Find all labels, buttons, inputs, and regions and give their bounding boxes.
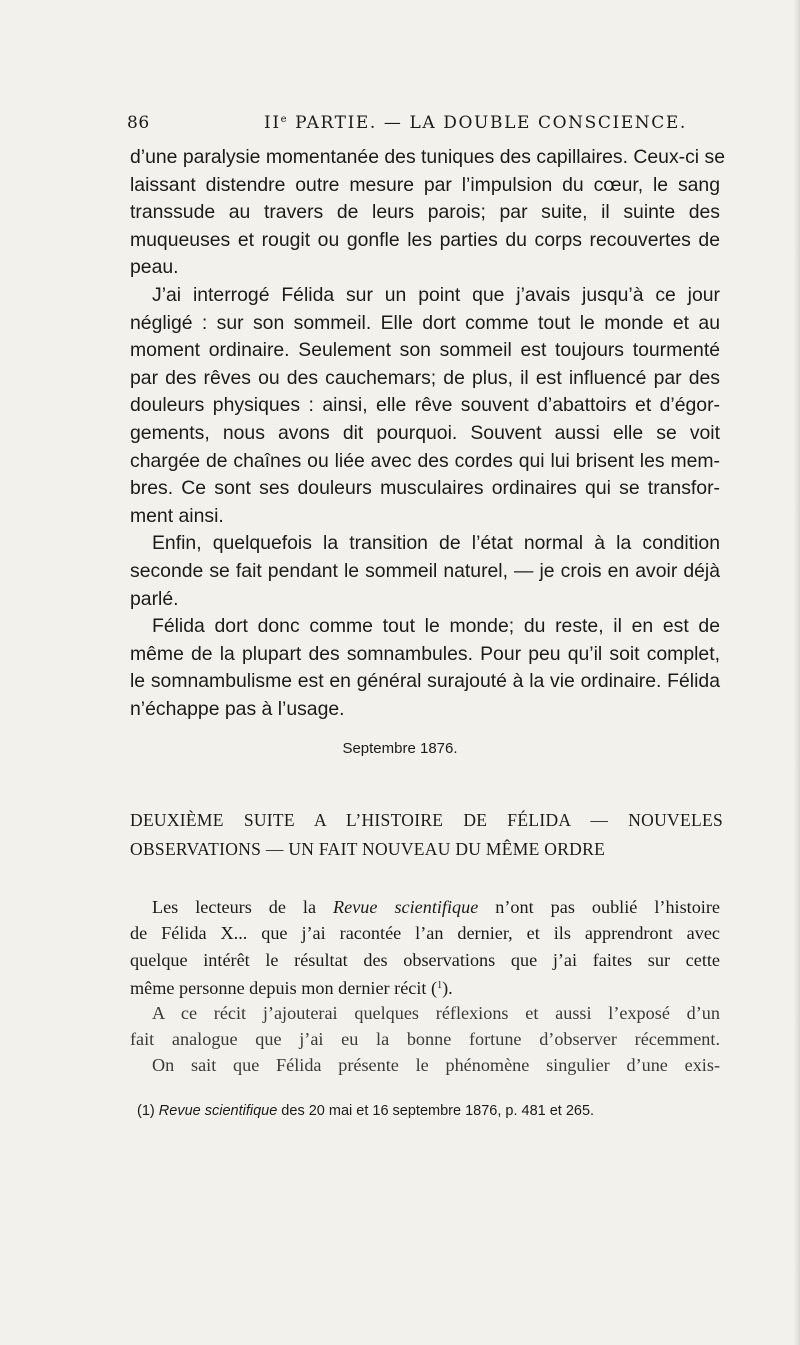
text-line: par des rêves ou des cauchemars; de plus, il est influencé par des: [130, 366, 720, 389]
footnote: (1) Revue scientifique des 20 mai et 16 septembre 1876, p. 481 et 265.: [137, 1103, 595, 1119]
section-heading-line: OBSERVATIONS — UN FAIT NOUVEAU DU MÊME ORDRE: [130, 839, 606, 859]
text-line: [130, 973, 720, 999]
footnote-text: des 20 mai et 16 septembre 1876, p. 481 et 265.: [277, 1103, 595, 1119]
text-line: négligé : sur son sommeil. Elle dort comme tout le monde et au: [130, 311, 720, 334]
text-line: parlé.: [130, 587, 179, 610]
footnote-marker: 1: [141, 1103, 150, 1119]
text-line: fait analogue que j’ai eu la bonne fortune d’observer récemment.: [130, 1028, 720, 1049]
text-line: [130, 894, 720, 920]
text-line: transsude au travers de leurs parois; par suite, il suinte des: [130, 201, 720, 224]
text-line: laissant distendre outre mesure par l’impulsion du cœur, le sang: [130, 173, 720, 196]
journal-title: Revue scientifique: [333, 897, 479, 917]
text-line: d’une paralysie momentanée des tuniques des capillaires. Ceux-ci se: [130, 146, 725, 168]
text-line: A ce récit j’ajouterai quelques réflexions et aussi l’exposé d’un: [152, 1002, 720, 1023]
body-text: [130, 144, 725, 723]
text-line: même de la plupart des somnambules. Pour peu qu’il soit complet,: [130, 642, 720, 665]
text-line: seconde se fait pendant le sommeil naturel, — je crois en avoir déjà: [130, 559, 720, 582]
running-head: [0, 113, 800, 137]
page-edge-shadow: [794, 0, 800, 1345]
text-line: douleurs physiques : ainsi, elle rêve souvent d’abattoirs et d’égor-: [130, 394, 720, 417]
part-number: II: [264, 113, 281, 133]
text-line: muqueuses et rougit ou gonfle les parties du corps recouvertes de: [130, 228, 720, 251]
text-line: de Félida X... que j’ai racontée l’an dernier, et ils apprendront avec: [130, 923, 720, 944]
footnote-journal-title: Revue scientifique: [158, 1103, 278, 1119]
text-line: J’ai interrogé Félida sur un point que j’avais jusqu’à ce jour: [152, 283, 720, 306]
section-heading: [130, 806, 723, 864]
text-line: gements, nous avons dit pourquoi. Souvent aussi elle se voit: [130, 421, 720, 444]
text-line: On sait que Félida présente le phénomène singulier d’une exis-: [152, 1055, 720, 1076]
text-fragment: ).: [442, 978, 453, 999]
part-suffix: e: [280, 114, 289, 125]
text-fragment: n’ont pas oublié l’histoire: [478, 897, 720, 917]
text-line: Félida dort donc comme tout le monde; du reste, il en est de: [152, 615, 720, 638]
text-line: quelque intérêt le résultat des observations que j’ai faites sur cette: [130, 949, 720, 970]
text-line: n’échappe pas à l’usage.: [130, 697, 345, 720]
running-head-title: [264, 113, 687, 133]
page-number: 86: [127, 113, 150, 133]
part-title: PARTIE. — LA DOUBLE CONSCIENCE.: [288, 113, 687, 133]
date-line: Septembre 1876.: [342, 740, 458, 757]
text-line: Enfin, quelquefois la transition de l’état normal à la condition: [152, 532, 720, 555]
text-line: le somnambulisme est en général surajouté à la vie ordinaire. Félida: [130, 670, 720, 693]
text-line: peau.: [130, 256, 179, 279]
footnote-reference[interactable]: 1: [437, 980, 443, 992]
text-line: moment ordinaire. Seulement son sommeil est toujours tourmenté: [130, 339, 720, 362]
section-heading-line: DEUXIÈME SUITE A L’HISTOIRE DE FÉLIDA — NOUVELES: [130, 810, 723, 830]
text-line: ment ainsi.: [130, 504, 224, 527]
text-fragment: même personne depuis mon dernier récit (: [130, 978, 438, 999]
text-line: bres. Ce sont ses douleurs musculaires ordinaires qui se transfor-: [130, 477, 720, 500]
text-fragment: Les lecteurs de la: [152, 897, 334, 917]
section-text: [130, 894, 720, 1079]
text-line: chargée de chaînes ou liée avec des cordes qui lui brisent les mem-: [130, 449, 720, 472]
